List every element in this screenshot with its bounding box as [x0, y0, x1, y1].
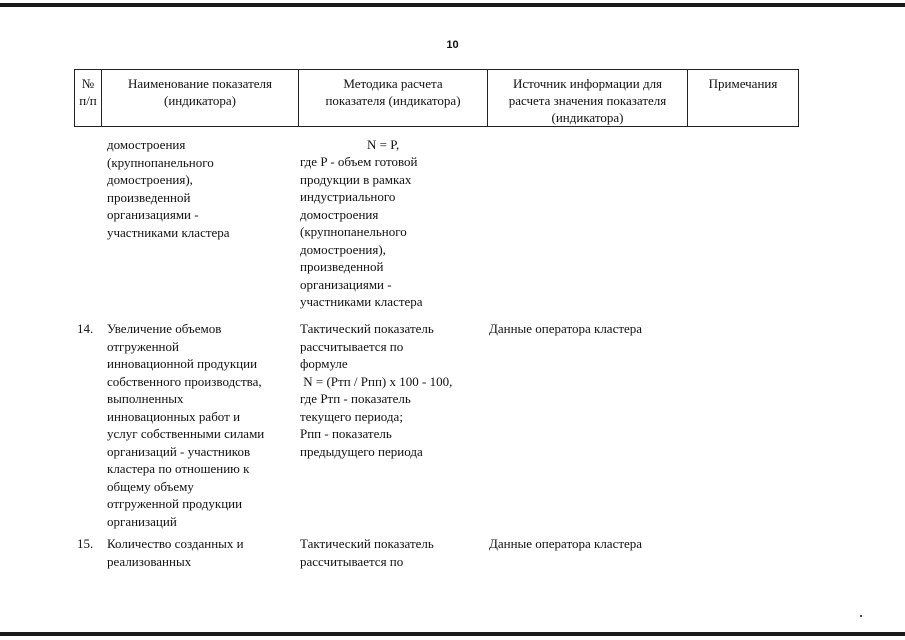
row-14-source: Данные оператора кластера: [489, 321, 643, 336]
header-calculation-method: [299, 70, 488, 127]
row-continuation-method: где P - объем готовой продукции в рамках индустриального домостроения (крупнопанельного домостроения), произведенной организациями - участниками кластера: [300, 154, 423, 309]
row-14-method: Тактический показатель рассчитывается по формуле N = (Ртп / Рпп) х 100 - 100, где Ртп - показатель текущего периода; Рпп - показатель предыдущего периода: [300, 321, 453, 459]
row-15-name: Количество созданных и реализованных: [107, 536, 244, 569]
row-15-number: 15.: [77, 536, 94, 551]
row-14-name: Увеличение объемов отгруженной инновационной продукции собственного производства, выполненных инновационных работ и услуг собственными силами организаций - участников кластера по отношению к общему объему отгруженной продукции организаций: [107, 321, 265, 529]
bottom-border-line: [0, 632, 905, 636]
page-number: 10: [446, 39, 459, 51]
header-notes: [688, 70, 799, 127]
row-continuation-formula: N = P,: [367, 137, 400, 152]
header-information-source: [488, 70, 688, 127]
table-header-row: [75, 70, 799, 127]
header-notes-text: Примечания: [708, 76, 778, 91]
header-calculation-method-text: Методика расчета показателя (индикатора): [325, 76, 461, 108]
top-border-line: [0, 3, 905, 7]
table-header: [74, 69, 799, 127]
header-information-source-text: Источник информации для расчета значения показателя (индикатора): [508, 76, 667, 125]
row-15-method: Тактический показатель рассчитывается по: [300, 536, 434, 569]
scan-speck: [860, 615, 862, 617]
row-14-number: 14.: [77, 321, 94, 336]
header-number: [75, 70, 102, 127]
header-indicator-name-text: Наименование показателя (индикатора): [127, 76, 273, 108]
row-continuation-name: домостроения (крупнопанельного домостроения), произведенной организациями - участниками кластера: [107, 137, 230, 240]
row-15-source: Данные оператора кластера: [489, 536, 643, 551]
header-number-text: № п/п: [79, 76, 97, 108]
header-indicator-name: [102, 70, 299, 127]
